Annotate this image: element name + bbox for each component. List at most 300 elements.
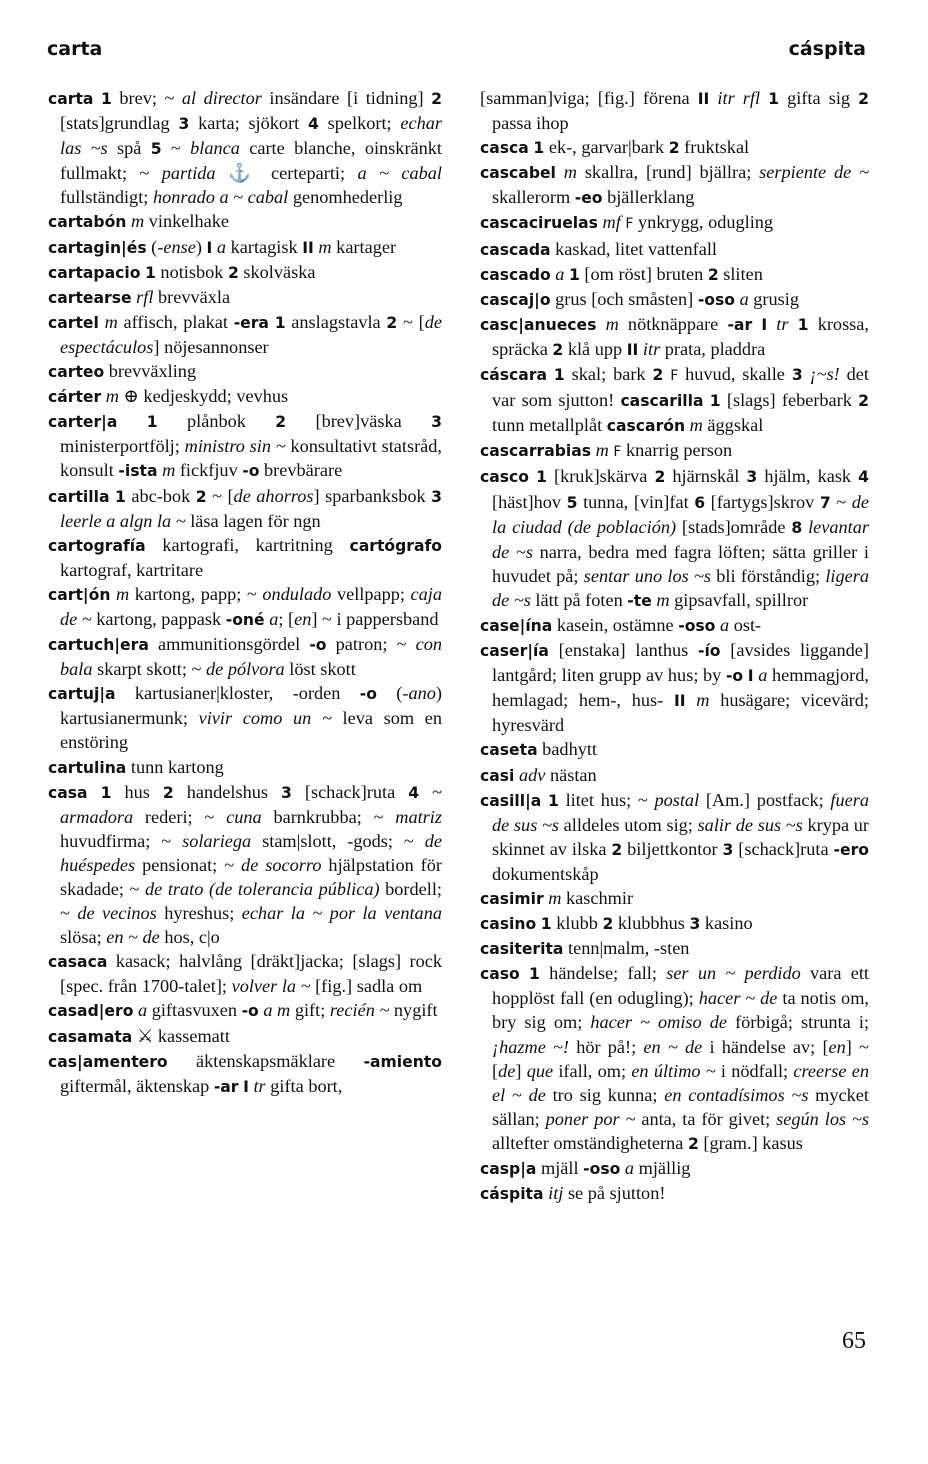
entry-text: [fig.] sadla om (310, 976, 423, 997)
headword: cartabón (48, 213, 127, 232)
italic-text: recién ~ (329, 1000, 390, 1021)
dictionary-entry (480, 210, 869, 236)
sense-marker: 2 (611, 840, 623, 859)
entry-text: skallerorm (492, 187, 575, 208)
entry-text: ) kartusianermunk; (60, 683, 442, 729)
entry-text: [stats]grundlag (60, 113, 179, 134)
entry-text: hjärnskål (665, 466, 747, 487)
entry-text: ] sparbanksbok (313, 485, 432, 506)
italic-text: levantar de ~s (492, 516, 869, 562)
sense-marker: 8 (791, 518, 803, 537)
italic-text: de huéspedes (60, 830, 443, 875)
entry-text: ) (195, 236, 207, 257)
sense-marker: 2 (431, 90, 442, 108)
entry-text: brevbärare (259, 460, 343, 481)
dictionary-entry (48, 681, 442, 754)
entry-text: ( (146, 236, 158, 257)
italic-text: m (548, 888, 562, 908)
sense-marker: 1 (548, 791, 559, 810)
sense-marker: -ero (833, 840, 869, 859)
entry-text (752, 314, 761, 334)
headword: cascarilla (620, 392, 704, 411)
italic-text: m (563, 162, 577, 183)
entry-text: hos, c|o (159, 927, 220, 948)
dictionary-entry (480, 438, 869, 464)
headword: carta (48, 90, 94, 108)
entry-text: kartograf, kartritare (60, 559, 204, 580)
sense-marker: -o (359, 685, 377, 704)
italic-text: cuna (226, 806, 262, 827)
entry-text: pensionat; ~ (135, 854, 242, 875)
entry-text: kartusianer|kloster, -orden (115, 683, 360, 704)
italic-text: m (105, 386, 119, 407)
entry-text: hus (111, 781, 163, 802)
entry-text: bjällerklang (602, 187, 695, 208)
entry-text: bli förståndig; (711, 565, 826, 586)
entry-text: giftasvuxen (147, 1000, 242, 1021)
italic-text: a (216, 236, 227, 257)
dictionary-entry (48, 484, 442, 533)
italic-text: echar las ~s (60, 113, 442, 159)
headword: case|ína (480, 616, 553, 635)
sense-marker: I (761, 315, 768, 334)
headword: caseta (480, 741, 538, 760)
entry-text: alltefter omständigheterna (492, 1132, 688, 1153)
dictionary-entry (480, 362, 869, 438)
sense-marker: 1 (536, 468, 547, 487)
entry-text: [samman]viga; [fig.] förena (480, 88, 698, 108)
italic-text: m (318, 236, 332, 257)
entry-text: kartong, papp; ~ (129, 583, 263, 604)
entry-text: tro sig kunna; (545, 1084, 665, 1105)
entry-text: krossa, spräcka (492, 313, 869, 359)
entry-text (767, 314, 776, 334)
entry-text: tunna, [vin]fat (577, 491, 695, 512)
entry-text: krypa ur skinnet av ilska (492, 814, 869, 859)
entry-text: badhytt (537, 739, 598, 760)
entry-text: affisch, plakat (117, 311, 234, 332)
dictionary-entry (48, 285, 442, 310)
italic-text: a (719, 614, 730, 635)
entry-text: läsa lagen för ngn (185, 510, 321, 531)
entry-text (556, 162, 564, 182)
headword: cascada (480, 240, 551, 259)
dictionary-entry (480, 961, 869, 1156)
entry-text: hjälpstation för skadade; ~ (60, 854, 442, 899)
italic-text: echar la ~ por la ventana (241, 903, 442, 924)
entry-text: nötknäppare (618, 313, 728, 334)
entry-text: bordell; ~ (60, 879, 443, 924)
dictionary-entry (48, 780, 442, 950)
headword: cascado (480, 265, 551, 284)
sense-marker: 2 (668, 139, 680, 158)
entry-text: ~ (161, 138, 191, 159)
entry-text: ] ~ [ (492, 1036, 869, 1081)
dictionary-entry (48, 235, 442, 260)
sense-marker: II (626, 340, 639, 359)
headword: cáscara (480, 366, 548, 385)
entry-text: äktenskapsmäklare (167, 1050, 364, 1071)
entry-text: klubbhus (613, 913, 690, 934)
italic-text: m (605, 313, 619, 334)
right-column (480, 86, 869, 1206)
italic-text: hacer ~ omiso de (590, 1012, 727, 1033)
italic-text: postal (654, 789, 700, 810)
entry-text: biljettkontor (622, 838, 723, 859)
italic-text: hacer ~ de (698, 988, 778, 1009)
headword: cas|amentero (48, 1052, 168, 1071)
entry-text (803, 364, 810, 384)
entry-text: mjäll (536, 1158, 584, 1179)
italic-text: matriz (395, 806, 442, 827)
dictionary-entry (480, 886, 869, 911)
entry-text: sliten (718, 263, 763, 284)
entry-text: [schack]ruta (733, 838, 834, 859)
italic-text: mf (602, 212, 621, 233)
register-label: F (613, 444, 622, 461)
italic-text: fuera de sus ~s (492, 789, 870, 835)
sense-marker: 1 (569, 265, 580, 284)
entry-text: kasack; halvlång [dräkt]jacka; [slags] rock [spec. från 1700-talet]; (60, 951, 442, 997)
dictionary-entry (48, 209, 442, 234)
italic-text: sentar uno los ~s (583, 565, 712, 586)
entry-text: kaschmir (561, 888, 634, 908)
sense-marker: 1 (529, 965, 540, 984)
sense-marker: 5 (566, 493, 578, 512)
headword: cartel (48, 313, 99, 332)
entry-text: äggskal (702, 415, 764, 436)
italic-text: a (624, 1158, 635, 1179)
entry-text (93, 88, 101, 108)
sense-marker: 3 (431, 413, 442, 432)
italic-text: -ense (157, 236, 196, 257)
italic-text: m (595, 440, 609, 461)
entry-text (686, 690, 697, 710)
entry-text: nygift (389, 1000, 438, 1021)
running-head-left: carta (47, 38, 103, 60)
entry-text: slösa; (60, 927, 107, 948)
entry-text (520, 963, 529, 983)
entry-text: anslagstavla (285, 311, 387, 332)
sense-marker: 2 (858, 392, 869, 411)
sense-marker: 4 (408, 783, 420, 802)
entry-text: brev; ~ (111, 88, 182, 108)
headword: cascaj|o (480, 290, 551, 309)
sense-marker: 3 (431, 487, 442, 506)
dictionary-entry (480, 1181, 869, 1206)
entry-text: ] ~ i pappersband (311, 608, 439, 629)
headword: caso (480, 965, 520, 984)
dictionary-entry (480, 287, 869, 312)
sense-marker: 2 (602, 915, 614, 934)
entry-text: alldeles utom sig; (559, 814, 698, 835)
entry-text: ynkrygg, odugling (633, 212, 774, 233)
dictionary-entry (480, 613, 869, 638)
entry-text: fullständigt; (60, 187, 153, 208)
dictionary-entry (48, 1024, 442, 1049)
entry-text: [kruk]skärva (546, 466, 655, 487)
entry-text: ifall, om; (553, 1060, 632, 1081)
entry-text: insändare [i tidning] (261, 88, 432, 108)
entry-text: rederi; ~ (133, 806, 227, 827)
dictionary-entry (480, 737, 869, 762)
headword: casiterita (480, 940, 564, 959)
italic-text: en (294, 608, 312, 629)
entry-text: [avsides liggande] lantgård; liten grupp av hus; by (492, 640, 869, 686)
entry-text: ek-, garvar|bark (544, 137, 669, 158)
entry-text: plånbok (157, 411, 276, 432)
dictionary-entry (48, 310, 442, 359)
italic-text: en ~ de (643, 1036, 703, 1057)
sense-marker: 2 (195, 487, 207, 506)
entry-text: ] (515, 1060, 527, 1081)
entry-text: kasein, ostämne (552, 614, 679, 635)
entry-text: kasino (700, 913, 753, 934)
entry-text: hjälm, kask (757, 466, 859, 487)
sense-marker: -o (725, 667, 744, 686)
headword: cartografía (48, 536, 146, 555)
sense-marker: 7 (819, 493, 831, 512)
italic-text: con bala (60, 634, 443, 680)
sense-marker: 1 (709, 392, 721, 411)
running-head-right: cáspita (788, 38, 866, 60)
italic-text: de (498, 1060, 516, 1081)
entry-text: kartager (331, 236, 397, 257)
italic-text: de la ciudad (de población) (492, 491, 869, 537)
sense-marker: 3 (791, 366, 803, 385)
entry-text: ] nöjesannonser (153, 336, 269, 357)
italic-text: de pólvora (206, 659, 285, 680)
entry-text: nästan (545, 764, 597, 785)
sense-marker: 1 (553, 366, 565, 385)
italic-text: volver la ~ (231, 976, 311, 997)
headword: casi (480, 766, 515, 785)
sense-marker: -o (242, 462, 260, 481)
italic-text: a (739, 288, 749, 309)
entry-text: passa ihop (492, 113, 569, 134)
entry-text: ( (376, 683, 403, 704)
italic-text: de trato (de tolerancia pública) (145, 879, 380, 899)
sense-marker: 1 (768, 90, 780, 108)
sense-marker: -oné (225, 610, 265, 629)
dictionary-entry (48, 359, 442, 384)
entry-text: hör på!; (569, 1036, 644, 1057)
sense-marker: -o (309, 636, 327, 655)
italic-text: serpiente de ~ (759, 162, 869, 183)
entry-text: ⚓ certeparti; (215, 163, 358, 184)
entry-text: mycket sällan; (492, 1084, 869, 1129)
sense-marker: -ío (697, 642, 721, 661)
entry-text: [häst]hov (492, 491, 567, 512)
italic-text: caja de ~ (60, 583, 443, 629)
italic-text: itr rfl (717, 88, 761, 108)
entry-text: genomhederlig (288, 187, 403, 208)
italic-text: ¡hazme ~! (492, 1036, 570, 1057)
entry-text: i nödfall; (715, 1060, 794, 1081)
entry-text: [enstaka] lanthus (548, 640, 698, 661)
italic-text: honrado a ~ cabal (152, 187, 289, 208)
entry-text: [fartygs]skrov (705, 491, 820, 512)
entry-text: ammunitionsgördel (148, 634, 310, 655)
italic-text: poner por ~ (545, 1108, 636, 1129)
sense-marker: -ar (213, 1077, 239, 1096)
sense-marker: 3 (746, 468, 758, 487)
dictionary-entry (480, 1156, 869, 1181)
sense-marker: 2 (654, 468, 666, 487)
sense-marker: 5 (150, 140, 162, 159)
italic-text: ¡~s! (809, 364, 840, 385)
sense-marker: -era (233, 313, 269, 332)
sense-marker: 2 (552, 340, 564, 359)
headword: cartógrafo (349, 536, 442, 555)
sense-marker: 1 (540, 915, 552, 934)
entry-text: stam|slott, -gods; ~ (251, 830, 425, 851)
entry-text: skallra, [rund] bjällra; (576, 162, 760, 183)
entry-text: hemmagjord, hemlagad; hem-, hus- (492, 665, 869, 711)
entry-text: karta; sjökort (189, 113, 308, 134)
sense-marker: 4 (308, 115, 319, 134)
entry-text: barnkrubba; ~ (261, 806, 396, 827)
entry-text: löst skott (284, 659, 356, 680)
dictionary-entry (48, 384, 442, 409)
dictionary-entry (480, 638, 869, 737)
italic-text: ministro sin ~ (184, 436, 286, 457)
italic-text: m (104, 311, 118, 332)
dictionary-entry (48, 1049, 442, 1099)
entry-text: [brev]väska (286, 411, 432, 432)
italic-text: a m (263, 1000, 291, 1021)
headword: cart|ón (48, 585, 111, 604)
dictionary-entry (480, 788, 869, 886)
dictionary-entry (48, 998, 442, 1023)
page-number: 65 (842, 1328, 866, 1354)
sense-marker: -eo (574, 189, 603, 208)
entry-text: fruktskal (679, 137, 750, 158)
entry-text: leva som en enstöring (60, 708, 442, 753)
entry-text: [schack]ruta (291, 781, 409, 802)
headword: cartearse (48, 288, 132, 307)
dictionary-entry (48, 949, 442, 998)
entry-text: [Am.] postfack; (699, 789, 831, 810)
italic-text: -ano (402, 683, 436, 704)
headword: caser|ía (480, 642, 549, 661)
entry-text: händelse; fall; (539, 963, 667, 984)
dictionary-entry (48, 260, 442, 285)
entry-text: ~ (419, 781, 442, 802)
headword: cascaciruelas (480, 214, 598, 233)
register-label: F (670, 368, 679, 385)
entry-text: klubb (551, 913, 603, 934)
entry-text: grus [och småsten] (550, 288, 698, 309)
headword: cartuch|era (48, 636, 149, 655)
sense-marker: 2 (687, 1134, 699, 1153)
headword: cáspita (480, 1185, 544, 1204)
italic-text: a ~ cabal (357, 163, 442, 184)
entry-text: abc-bok (125, 485, 196, 506)
sense-marker: -te (627, 591, 652, 610)
dictionary-entry (480, 464, 869, 613)
headword: cárter (48, 388, 102, 407)
entry-text: vellpapp; (331, 583, 411, 604)
entry-text (117, 411, 146, 431)
italic-text: a (138, 1000, 148, 1021)
entry-text: giftermål, äktenskap (60, 1075, 214, 1096)
entry-text: huvud, skalle (678, 364, 792, 385)
headword: casa (48, 783, 88, 802)
dictionary-entry (48, 755, 442, 780)
entry-text (88, 782, 101, 802)
register-label: F (625, 216, 634, 233)
entry-text: kartong, pappask (91, 608, 226, 629)
entry-text: brevväxling (104, 361, 197, 382)
italic-text: a (758, 665, 768, 686)
dictionary-entry (480, 936, 869, 961)
headword: cascarón (606, 417, 686, 436)
headword: cascarrabias (480, 442, 592, 461)
entry-text: ~ [ (206, 485, 234, 506)
sense-marker: 2 (275, 413, 287, 432)
entry-text: kartografi, kartritning (145, 534, 350, 555)
italic-text: itj (548, 1183, 564, 1204)
italic-text: vivir como un ~ (198, 708, 332, 729)
entry-text: ministerportfölj; (60, 436, 185, 457)
dictionary-entry (48, 409, 442, 483)
italic-text: m (689, 415, 703, 436)
entry-text: gifta sig (779, 88, 859, 108)
entry-text: skarpt skott; ~ (92, 659, 206, 680)
sense-marker: I (747, 667, 754, 686)
headword: casad|ero (48, 1002, 134, 1021)
entry-text: konsultativt statsråd, konsult (60, 436, 442, 481)
italic-text: partida (161, 163, 216, 184)
sense-marker: 2 (227, 263, 239, 282)
dictionary-entry (480, 86, 869, 135)
entry-text: tunn metallplåt (492, 415, 607, 436)
italic-text: armadora (60, 806, 134, 827)
entry-text: spelkort; (318, 113, 401, 134)
entry-text (596, 314, 605, 334)
headword: casca (480, 139, 529, 158)
sense-marker: 1 (145, 263, 156, 282)
entry-text: mjällig (634, 1158, 691, 1179)
headword: casamata (48, 1027, 133, 1046)
italic-text: rfl (136, 286, 154, 307)
sense-marker: 6 (694, 493, 706, 512)
headword: casp|a (480, 1160, 537, 1179)
left-column (48, 86, 442, 1099)
italic-text: al director (181, 88, 262, 108)
entry-text: i händelse av; [ (702, 1036, 829, 1057)
entry-text: hyreshus; (156, 903, 242, 924)
entry-text (760, 88, 768, 108)
dictionary-entry (48, 632, 442, 681)
entry-text: ⚔ kassematt (132, 1025, 230, 1046)
headword: casino (480, 915, 537, 934)
italic-text: de ahorros (233, 485, 314, 506)
headword: cartuj|a (48, 685, 116, 704)
italic-text: según los ~s (776, 1108, 869, 1129)
sense-marker: I (206, 238, 213, 257)
dictionary-entry (480, 911, 869, 936)
italic-text: ondulado (262, 583, 332, 604)
sense-marker: 2 (386, 313, 398, 332)
entry-text: husägare; vicevärd; hyresvärd (492, 690, 869, 736)
dictionary-entry (480, 763, 869, 788)
sense-marker: 2 (858, 90, 870, 108)
entry-text: knarrig person (621, 440, 733, 461)
headword: carteo (48, 363, 105, 382)
sense-marker: 1 (533, 139, 545, 158)
